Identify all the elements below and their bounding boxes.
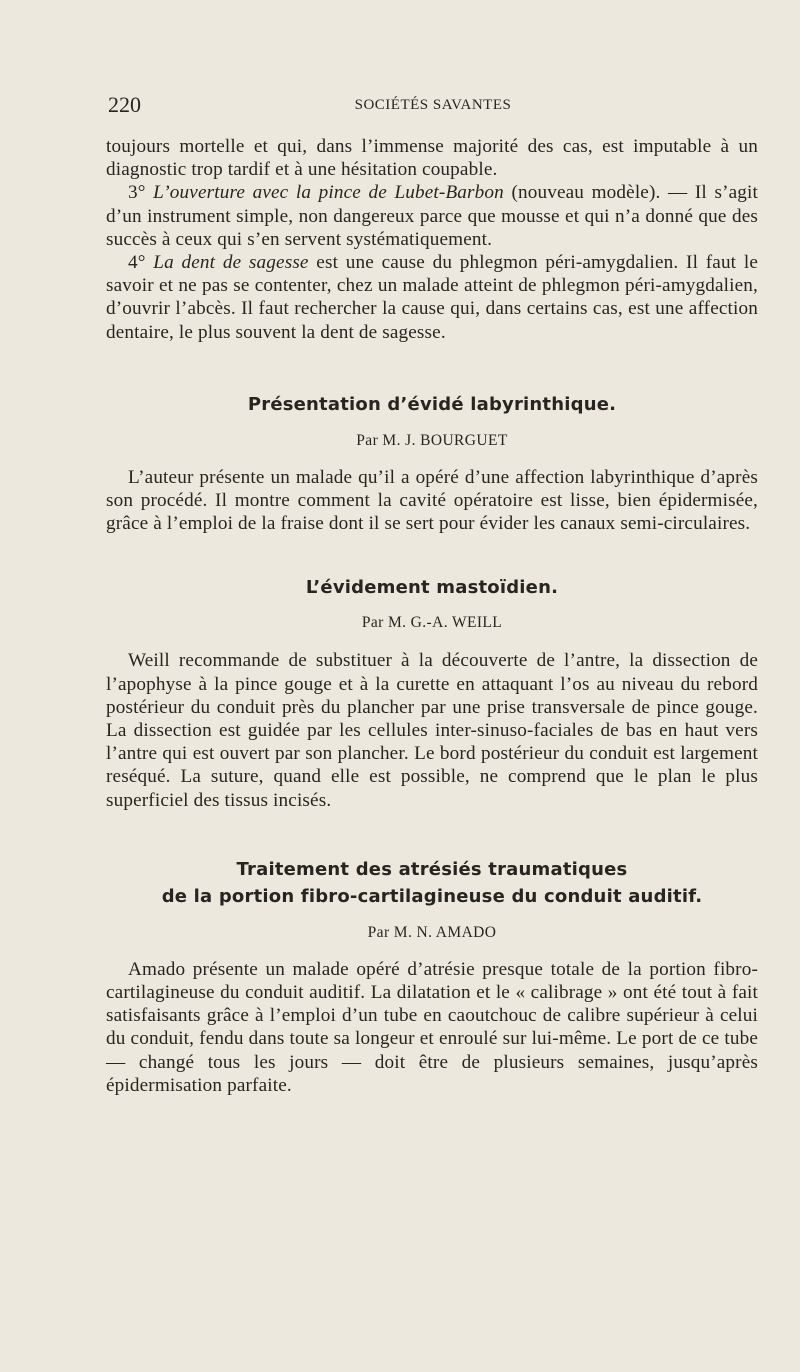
section-atresies <box>106 856 758 1097</box>
item-4-number: 4° <box>128 252 146 274</box>
item-4-text: est une cause du phlegmon péri-amygdalien. Il faut le savoir et ne pas se contenter, chez un malade atteint de phlegmon péri-amygdalien, d’ouvrir l’abcès. Il faut rechercher la cause qui, dans certains cas, est une affection dentaire, le plus souvent la dent de sagesse. <box>106 252 758 343</box>
section-byline: Par M. G.-A. WEILL <box>361 614 503 632</box>
section-byline: Par M. J. BOURGUET <box>356 431 508 449</box>
page-header <box>108 92 758 122</box>
section-byline: Par M. N. AMADO <box>367 923 497 941</box>
section-title: Présentation d’évidé labyrinthique. <box>247 393 617 415</box>
section-title-line-1: Traitement des atrésiés traumatiques <box>236 858 628 880</box>
section-title: L’évidement mastoïdien. <box>305 577 559 599</box>
running-title: SOCIÉTÉS SAVANTES <box>354 97 512 113</box>
item-3-text: (nouveau modèle). — Il s’agit d’un instrument simple, non dangereux parce que mousse et qui n’a donné que des succès à ceux qui s’en servent systématiquement. <box>106 182 758 250</box>
page-content <box>106 135 758 1097</box>
section-labyrinthique <box>106 391 758 536</box>
section-body: Amado présente un malade opéré d’atrésie presque totale de la portion fibro-cartilagineuse du conduit auditif. La dilatation et le « calibrage » ont été tout à fait satisfaisants grâce à l’emploi d’un tube en caoutchouc de calibre supérieur à celui du conduit, fendu dans toute sa longeur et enroulé sur lui-même. Le port de ce tube — changé tous les jours — doit être de plusieurs semaines, jusqu’après épidermisation parfaite. <box>106 958 758 1096</box>
section-body: L’auteur présente un malade qu’il a opéré d’une affection labyrinthique d’après son procédé. Il montre comment la cavité opératoire est lisse, bien épidermisée, grâce à l’emploi de la fraise dont il se sert pour évider les canaux semi-circulaires. <box>106 466 758 535</box>
section-body: Weill recommande de substituer à la découverte de l’antre, la dissection de l’apophyse à la pince gouge et à la curette en attaquant l’os au niveau du rebord postérieur du conduit près du plancher par une prise transversale de pince gouge. La dissection est guidée par les cellules inter-sinuso-faciales de bas en haut vers l’antre qui est ouvert par son plancher. Le bord postérieur du conduit est largement reséqué. La suture, quand elle est possible, ne comprend que le plan le plus superficiel des tissus incisés. <box>106 650 758 811</box>
item-4-title: La dent de sagesse <box>153 252 309 274</box>
item-3-paragraph <box>106 181 758 251</box>
page-number: 220 <box>108 92 141 117</box>
item-3-number: 3° <box>128 182 146 204</box>
intro-paragraph: toujours mortelle et qui, dans l’immense majorité des cas, est imputable à un diagnostic trop tardif et à une hésitation coupable. <box>106 136 758 181</box>
section-title-line-2: de la portion fibro-cartilagineuse du conduit auditif. <box>161 885 703 907</box>
item-4-paragraph <box>106 251 758 344</box>
item-3-title: L’ouverture avec la pince de Lubet-Barbon <box>153 182 504 204</box>
section-mastoidien <box>106 574 758 811</box>
